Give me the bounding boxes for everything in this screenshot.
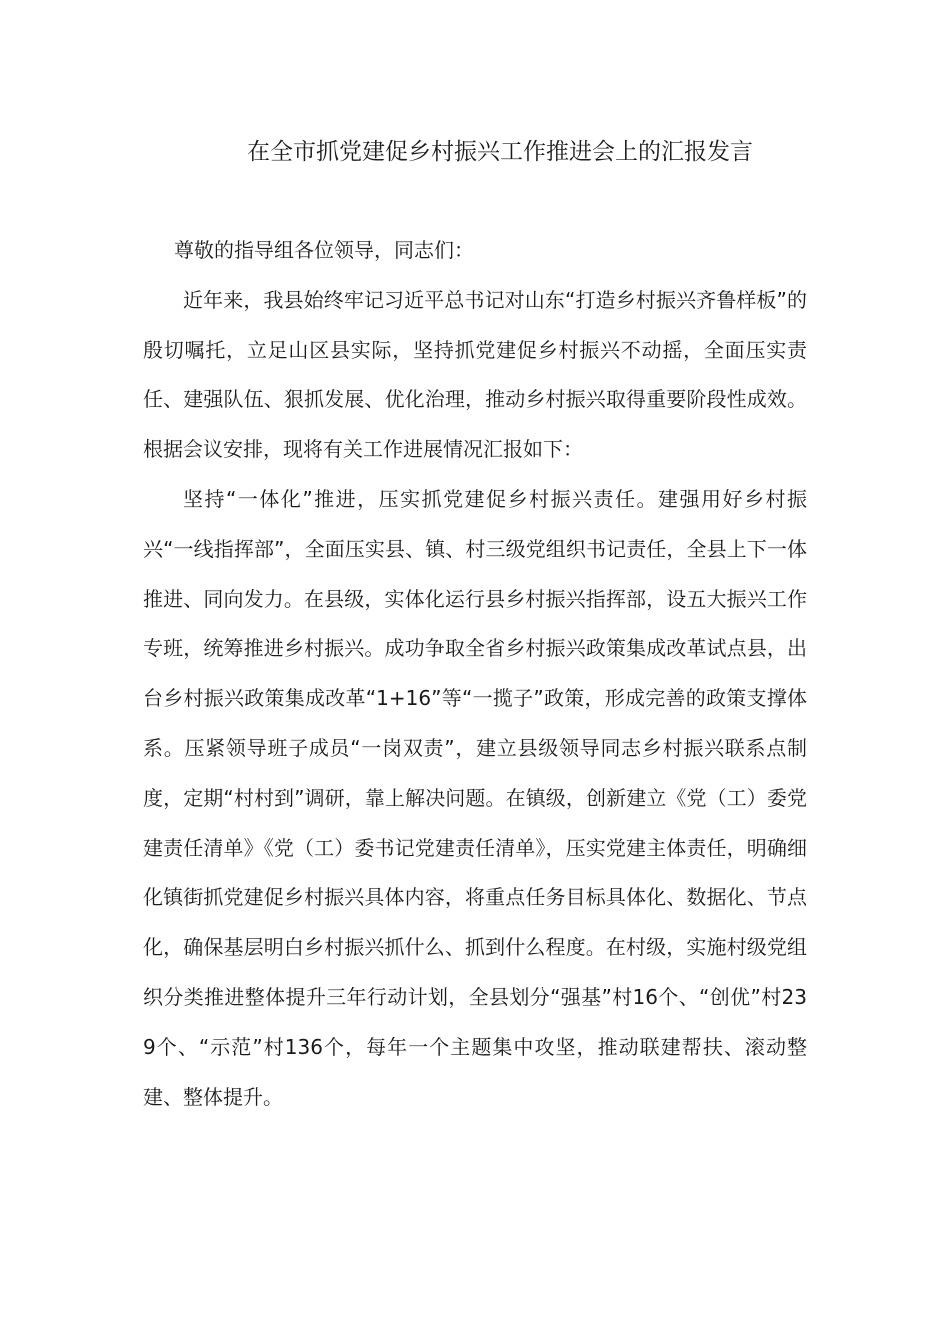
paragraph-intro: 近年来，我县始终牢记习近平总书记对山东“打造乡村振兴齐鲁样板”的殷切嘱托，立足山区县实际，坚持抓党建促乡村振兴不动摇，全面压实责任、建强队伍、狠抓发展、优化治理，推动乡村振兴取得重要阶段性成效。根据会议安排，现将有关工作进展情况汇报如下：	[143, 287, 807, 462]
salutation: 尊敬的指导组各位领导，同志们：	[174, 238, 474, 262]
document-title: 在全市抓党建促乡村振兴工作推进会上的汇报发言	[247, 139, 753, 165]
document-body	[143, 226, 807, 1122]
paragraph-responsibility: 坚持“一体化”推进，压实抓党建促乡村振兴责任。建强用好乡村振兴“一线指挥部”，全面压实县、镇、村三级党组织书记责任，全县上下一体推进、同向发力。在县级，实体化运行县乡村振兴指挥部，设五大振兴工作专班，统筹推进乡村振兴。成功争取全省乡村振兴政策集成改革试点县，出台乡村振兴政策集成改革“1+16”等“一揽子”政策，形成完善的政策支撑体系。压紧领导班子成员“一岗双责”，建立县级领导同志乡村振兴联系点制度，定期“村村到”调研，靠上解决问题。在镇级，创新建立《党（工）委党建责任清单》《党（工）委书记党建责任清单》，压实党建主体责任，明确细化镇街抓党建促乡村振兴具体内容，将重点任务目标具体化、数据化、节点化，确保基层明白乡村振兴抓什么、抓到什么程度。在村级，实施村级党组织分类推进整体提升三年行动计划，全县划分“强基”村16个、“创优”村239个、“示范”村136个，每年一个主题集中攻坚，推动联建帮扶、滚动整建、整体提升。	[143, 486, 807, 1109]
